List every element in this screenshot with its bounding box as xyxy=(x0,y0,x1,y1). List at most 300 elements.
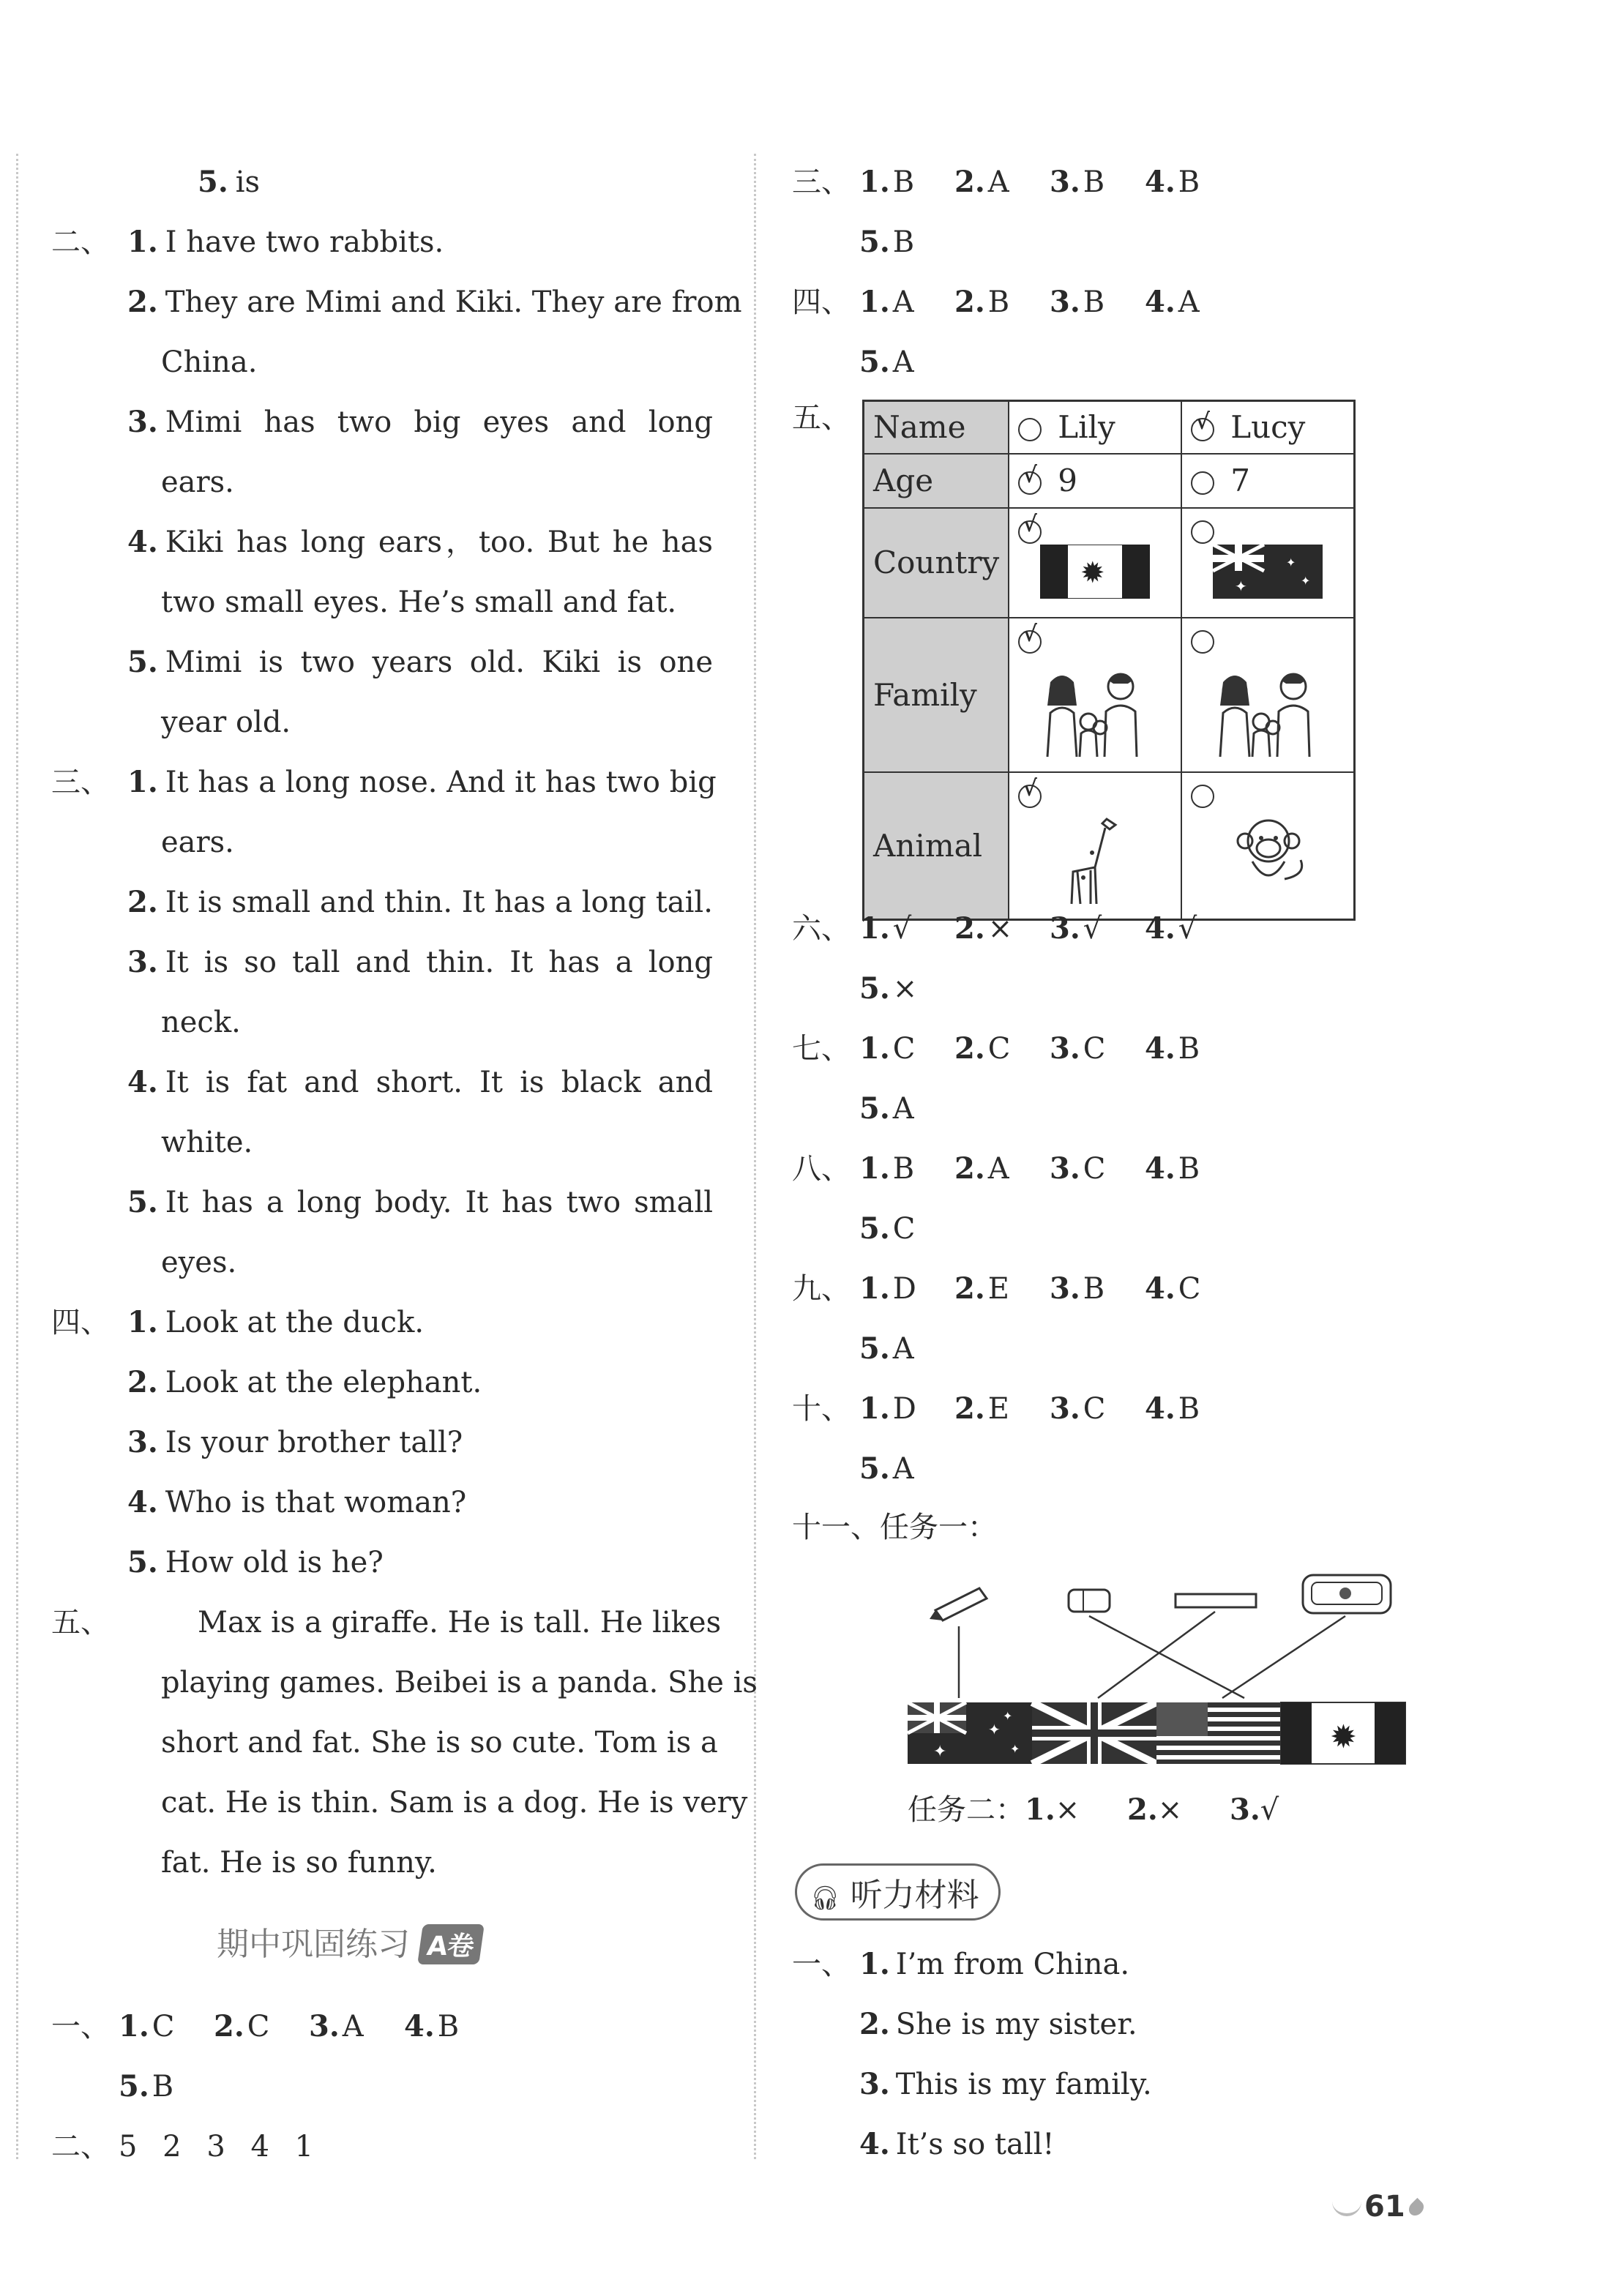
answer-text: Kiki has long ears，too. But he has xyxy=(165,526,713,559)
answer-line xyxy=(792,1019,1524,1079)
table-row xyxy=(864,618,1355,772)
item-answer: √ xyxy=(1260,1793,1279,1827)
item-answer: B xyxy=(1083,165,1105,199)
table-cell xyxy=(1181,454,1355,508)
row-header: Family xyxy=(864,618,1009,772)
item-answer: C xyxy=(892,1032,916,1066)
answer-item xyxy=(859,1319,954,1379)
answer-line xyxy=(51,1233,714,1293)
item-number: 1. xyxy=(859,1391,890,1426)
answer-line xyxy=(51,692,714,752)
answer-text: How old is he? xyxy=(165,1546,384,1579)
item-answer: × xyxy=(1157,1793,1183,1827)
answer-text: I have two rabbits. xyxy=(165,225,444,259)
option-circle: √ xyxy=(1018,471,1042,495)
answer-line xyxy=(792,1199,1524,1259)
swoosh-icon xyxy=(1332,2193,1361,2216)
item-number: 2. xyxy=(127,285,158,319)
family-picture xyxy=(1191,654,1345,764)
item-number: 1. xyxy=(859,911,890,946)
svg-text:✦: ✦ xyxy=(1003,1709,1013,1723)
table-cell xyxy=(1009,508,1181,618)
item-number: 3. xyxy=(1050,165,1080,199)
item-number: 4. xyxy=(127,1065,158,1099)
answer-line xyxy=(51,1293,714,1353)
answer-line xyxy=(792,1379,1524,1439)
section-mark: 八、 xyxy=(792,1152,851,1186)
svg-text:✦: ✦ xyxy=(1301,573,1311,588)
item-number: 1. xyxy=(859,285,890,319)
answer-text: Who is that woman? xyxy=(165,1486,467,1519)
item-number: 2. xyxy=(214,2009,244,2043)
item-number: 4. xyxy=(1145,165,1175,199)
left-bottom-answers xyxy=(51,1997,714,2177)
item-number: 4. xyxy=(1145,285,1175,319)
section-mark: 二、 xyxy=(51,2130,110,2164)
answer-item xyxy=(1050,1019,1145,1079)
svg-text:✹: ✹ xyxy=(1080,556,1105,590)
svg-text:✦: ✦ xyxy=(1286,555,1296,569)
item-number: 4. xyxy=(1145,1391,1175,1426)
answer-line xyxy=(792,1439,1524,1499)
item-number: 1. xyxy=(859,1271,890,1306)
item-number: 3. xyxy=(1050,911,1080,946)
item-number: 5. xyxy=(127,645,158,679)
item-number: 4. xyxy=(859,2127,890,2161)
answer-item xyxy=(1145,1379,1240,1439)
answer-line xyxy=(51,1473,714,1533)
answer-item xyxy=(954,1379,1050,1439)
leaf-icon xyxy=(1406,2198,1427,2218)
answer-line xyxy=(51,1833,714,1893)
answer-text: ears. xyxy=(161,465,234,499)
item-number: 3. xyxy=(1050,1151,1080,1186)
item-answer: B xyxy=(1178,165,1200,199)
item-number: 3. xyxy=(309,2009,340,2043)
item-answer: A xyxy=(892,345,914,379)
answer-line xyxy=(51,1052,714,1113)
answer-item xyxy=(309,1997,404,2057)
task2-item xyxy=(1230,1780,1332,1840)
right-top-answers xyxy=(792,152,1524,392)
item-answer: A xyxy=(892,1452,914,1486)
task2-item xyxy=(1127,1780,1230,1840)
answer-line xyxy=(51,992,714,1052)
answer-item xyxy=(859,1259,954,1319)
item-answer: C xyxy=(1083,1152,1106,1186)
answer-item xyxy=(1145,152,1240,212)
answer-text: It has a long body. It has two small xyxy=(165,1186,713,1219)
usa-flag xyxy=(1156,1702,1281,1764)
answer-text: eyes. xyxy=(161,1246,237,1279)
answer-text: short and fat. She is so cute. Tom is a xyxy=(161,1726,718,1760)
answer-item xyxy=(214,1997,309,2057)
option-circle: √ xyxy=(1018,785,1042,808)
item-number: 5. xyxy=(859,1331,890,1366)
pencil-icon xyxy=(930,1588,987,1620)
row-header: Name xyxy=(864,401,1009,454)
answer-text: China. xyxy=(161,345,258,379)
listening-line xyxy=(792,2114,1524,2175)
section-mark: 四、 xyxy=(51,1306,110,1339)
answer-text: It is so tall and thin. It has a long xyxy=(165,946,713,979)
table-cell xyxy=(1009,618,1181,772)
answer-line xyxy=(51,332,714,392)
item-answer: A xyxy=(1178,285,1200,319)
answer-line xyxy=(792,1319,1524,1379)
section-mark: 七、 xyxy=(792,1032,851,1066)
section-mark: 一、 xyxy=(51,2010,110,2043)
item-answer: E xyxy=(987,1272,1009,1306)
answer-text: playing games. Beibei is a panda. She is xyxy=(161,1666,758,1699)
item-number: 5. xyxy=(859,1211,890,1246)
item-answer: D xyxy=(892,1392,916,1426)
answer-item xyxy=(119,1997,214,2057)
answer-line xyxy=(792,212,1524,272)
answer-item xyxy=(954,1019,1050,1079)
item-number: 3. xyxy=(1050,1391,1080,1426)
answer-item xyxy=(119,2057,214,2117)
item-number: 1. xyxy=(859,1947,890,1981)
table-row xyxy=(864,454,1355,508)
item-answer: C xyxy=(987,1032,1011,1066)
item-answer: B xyxy=(892,1152,915,1186)
section-mark: 六、 xyxy=(792,912,851,946)
item-answer: A xyxy=(342,2010,364,2043)
item-number: 3. xyxy=(1050,1271,1080,1306)
right-answers-after-table xyxy=(792,899,1524,1499)
answer-line xyxy=(51,212,714,272)
answer-text: It’s so tall! xyxy=(895,2128,1055,2161)
item-number: 1. xyxy=(127,1305,158,1339)
answer-line xyxy=(51,1533,714,1593)
item-number: 4. xyxy=(1145,1271,1175,1306)
answer-line xyxy=(51,1353,714,1413)
table-row xyxy=(864,508,1355,618)
item-answer: × xyxy=(892,972,918,1006)
matching-diagram xyxy=(900,1566,1413,1786)
item-answer: C xyxy=(1178,1272,1201,1306)
item-number: 4. xyxy=(127,1485,158,1519)
answer-item xyxy=(1050,152,1145,212)
left-column xyxy=(51,152,758,1893)
item-number: 5. xyxy=(127,1545,158,1579)
svg-text:✦: ✦ xyxy=(1235,577,1247,595)
section-title: 期中巩固练习 A卷 xyxy=(217,1918,482,1964)
answer-text: year old. xyxy=(161,706,291,739)
answer-line xyxy=(51,452,714,512)
task1-heading: 十一、任务一： xyxy=(792,1511,997,1544)
item-number: 5. xyxy=(198,165,228,199)
listening-title: 🎧︎ 听力材料 xyxy=(795,1863,1001,1921)
answer-item xyxy=(859,212,954,272)
section-badge: A卷 xyxy=(417,1924,485,1964)
item-answer: A xyxy=(987,165,1009,199)
item-number: 3. xyxy=(127,1425,158,1459)
item-number: 2. xyxy=(1127,1792,1158,1827)
answer-text: It has a long nose. And it has two big xyxy=(165,766,717,799)
svg-text:✦: ✦ xyxy=(1010,1742,1020,1756)
answer-line xyxy=(792,152,1524,212)
item-answer: B xyxy=(1178,1032,1200,1066)
answer-text: neck. xyxy=(161,1006,241,1039)
answer-item xyxy=(1145,899,1240,959)
item-answer: B xyxy=(437,2010,460,2043)
item-answer: × xyxy=(987,912,1013,946)
item-answer: √ xyxy=(892,912,912,946)
listening-line xyxy=(792,2054,1524,2114)
answer-item xyxy=(404,1997,499,2057)
answer-line xyxy=(792,959,1524,1019)
answer-text: fat. He is so funny. xyxy=(161,1846,437,1880)
item-number: 2. xyxy=(954,1391,985,1426)
table-cell xyxy=(1009,401,1181,454)
item-number: 3. xyxy=(127,405,158,439)
item-number: 3. xyxy=(1050,285,1080,319)
table-cell xyxy=(1181,618,1355,772)
item-number: 5. xyxy=(859,225,890,259)
answer-item xyxy=(954,1139,1050,1199)
answer-line xyxy=(51,1773,748,1833)
option-circle xyxy=(1191,630,1214,654)
answer-text: Look at the duck. xyxy=(165,1306,425,1339)
answer-item xyxy=(1050,899,1145,959)
item-number: 2. xyxy=(954,1151,985,1186)
australia-flag xyxy=(1213,545,1323,599)
australia-flag xyxy=(908,1702,1032,1764)
item-answer: √ xyxy=(1178,912,1197,946)
left-margin-guide xyxy=(16,154,18,2159)
answer-line xyxy=(51,1113,714,1173)
table-cell xyxy=(1181,772,1355,920)
answer-item xyxy=(859,1379,954,1439)
item-number: 1. xyxy=(127,225,158,259)
answer-text: is xyxy=(235,165,261,199)
answer-item xyxy=(1050,1379,1145,1439)
svg-text:✦: ✦ xyxy=(933,1743,947,1761)
answer-item xyxy=(954,899,1050,959)
answer-item xyxy=(1145,1259,1240,1319)
answer-text: Mimi is two years old. Kiki is one xyxy=(165,646,713,679)
answer-text: I’m from China. xyxy=(895,1948,1130,1981)
item-number: 1. xyxy=(127,765,158,799)
svg-text:✦: ✦ xyxy=(988,1721,1001,1738)
answer-line xyxy=(51,1653,758,1713)
answer-line xyxy=(51,1173,714,1233)
answer-line xyxy=(51,392,714,452)
table-cell xyxy=(1009,772,1181,920)
table-row xyxy=(864,772,1355,920)
match-line xyxy=(1222,1616,1345,1698)
answer-text: Look at the elephant. xyxy=(165,1366,482,1399)
answer-text: Mimi has two big eyes and long xyxy=(165,405,713,439)
answer-line xyxy=(51,932,714,992)
ruler-icon xyxy=(1175,1594,1256,1607)
item-number: 4. xyxy=(1145,1031,1175,1066)
item-answer: A xyxy=(892,1092,914,1126)
item-number: 4. xyxy=(127,525,158,559)
answer-line xyxy=(51,1593,722,1653)
answer-item xyxy=(859,1019,954,1079)
canada-flag xyxy=(1281,1702,1405,1764)
item-number: 2. xyxy=(954,911,985,946)
table-cell xyxy=(1181,508,1355,618)
answer-line xyxy=(51,632,714,692)
section-mark: 三、 xyxy=(792,165,851,199)
item-number: 2. xyxy=(954,1031,985,1066)
answer-line xyxy=(51,2117,714,2177)
item-answer: C xyxy=(247,2010,270,2043)
item-answer: A xyxy=(987,1152,1009,1186)
answer-item xyxy=(859,1079,954,1139)
center-divider-guide xyxy=(754,154,756,2159)
answer-item xyxy=(859,899,954,959)
match-line xyxy=(1089,1616,1244,1698)
item-number: 4. xyxy=(1145,911,1175,946)
answer-item xyxy=(859,332,954,392)
answer-line xyxy=(792,899,1524,959)
family-picture xyxy=(1018,654,1172,764)
item-number: 1. xyxy=(119,2009,149,2043)
item-answer: A xyxy=(892,285,914,319)
table-cell xyxy=(1181,401,1355,454)
listening-lines xyxy=(792,1934,1524,2175)
answer-text: They are Mimi and Kiki. They are from xyxy=(165,285,742,319)
answer-line xyxy=(792,272,1524,332)
item-number: 3. xyxy=(127,945,158,979)
answer-line xyxy=(792,332,1524,392)
item-answer: B xyxy=(1178,1392,1200,1426)
section-mark: 五、 xyxy=(51,1606,110,1639)
cell-value: Lily xyxy=(1058,409,1115,446)
item-number: 5. xyxy=(127,1185,158,1219)
option-circle xyxy=(1191,520,1214,544)
option-circle: √ xyxy=(1191,418,1214,441)
item-number: 5. xyxy=(859,1451,890,1486)
item-number: 4. xyxy=(404,2009,435,2043)
item-number: 3. xyxy=(1230,1792,1260,1827)
task2-line: 任务二：1.× 2.× 3.√ xyxy=(908,1780,1332,1840)
answer-item xyxy=(1145,1139,1240,1199)
option-circle xyxy=(1191,471,1214,495)
canada-flag xyxy=(1040,545,1150,599)
item-answer: C xyxy=(1083,1392,1106,1426)
answer-text: Max is a giraffe. He is tall. He likes xyxy=(198,1606,722,1639)
section-mark: 四、 xyxy=(792,285,851,319)
item-number: 1. xyxy=(859,1151,890,1186)
item-answer: C xyxy=(152,2010,175,2043)
giraffe-picture xyxy=(1051,809,1139,911)
answer-text: 5 2 3 4 1 xyxy=(119,2130,314,2164)
match-line xyxy=(1098,1612,1215,1698)
item-number: 2. xyxy=(127,885,158,919)
item-answer: C xyxy=(1083,1032,1106,1066)
answer-item xyxy=(1050,272,1145,332)
answer-line xyxy=(51,2057,714,2117)
item-number: 2. xyxy=(954,285,985,319)
answer-line xyxy=(51,752,717,812)
answer-text: It is fat and short. It is black and xyxy=(165,1066,713,1099)
item-number: 3. xyxy=(1050,1031,1080,1066)
answer-text: ears. xyxy=(161,826,234,859)
row-header: Country xyxy=(864,508,1009,618)
item-answer: B xyxy=(1083,285,1105,319)
answer-item xyxy=(954,1259,1050,1319)
section-mark: 一、 xyxy=(792,1948,851,1981)
item-number: 5. xyxy=(119,2069,149,2104)
item-answer: × xyxy=(1055,1793,1080,1827)
answer-text: cat. He is thin. Sam is a dog. He is very xyxy=(161,1786,748,1820)
answer-line xyxy=(51,152,714,212)
item-number: 5. xyxy=(859,345,890,379)
eraser-icon xyxy=(1069,1590,1110,1612)
table-cell xyxy=(1009,454,1181,508)
cell-value: 7 xyxy=(1230,463,1250,498)
item-answer: √ xyxy=(1083,912,1102,946)
cell-value: Lucy xyxy=(1230,409,1306,446)
answer-text: Is your brother tall? xyxy=(165,1426,463,1459)
answer-item xyxy=(859,1199,954,1259)
answer-text: She is my sister. xyxy=(895,2008,1137,2041)
answer-line xyxy=(792,1079,1524,1139)
info-table xyxy=(862,400,1356,921)
item-number: 5. xyxy=(859,1091,890,1126)
task2-item xyxy=(1025,1780,1127,1840)
answer-text: white. xyxy=(161,1126,253,1159)
answer-text: It is small and thin. It has a long tail. xyxy=(165,886,713,919)
answer-line xyxy=(792,1139,1524,1199)
item-answer: B xyxy=(892,165,915,199)
answer-item xyxy=(859,1439,954,1499)
answer-line xyxy=(51,572,714,632)
answer-item xyxy=(1145,1019,1240,1079)
listening-line xyxy=(792,1934,1524,1994)
answer-item xyxy=(954,152,1050,212)
option-circle: √ xyxy=(1018,520,1042,544)
option-circle: √ xyxy=(1018,630,1042,654)
item-number: 3. xyxy=(859,2067,890,2101)
answer-item xyxy=(859,1139,954,1199)
item-number: 2. xyxy=(127,1365,158,1399)
item-number: 2. xyxy=(859,2007,890,2041)
answer-item xyxy=(1050,1139,1145,1199)
answer-item xyxy=(1145,272,1240,332)
table-section-mark: 五、 xyxy=(792,401,851,435)
item-answer: B xyxy=(987,285,1010,319)
item-answer: B xyxy=(892,225,915,259)
uk-flag xyxy=(1032,1702,1156,1764)
answer-text: two small eyes. He’s small and fat. xyxy=(161,586,677,619)
item-answer: B xyxy=(1178,1152,1200,1186)
item-number: 2. xyxy=(954,165,985,199)
answer-item xyxy=(954,272,1050,332)
headphone-icon: 🎧︎ xyxy=(810,1884,840,1912)
item-number: 1. xyxy=(859,165,890,199)
item-answer: E xyxy=(987,1392,1009,1426)
item-answer: B xyxy=(152,2070,174,2104)
monkey-picture xyxy=(1220,809,1315,897)
section-mark: 十、 xyxy=(792,1392,851,1426)
item-answer: B xyxy=(1083,1272,1105,1306)
answer-item xyxy=(859,272,954,332)
section-mark: 九、 xyxy=(792,1272,851,1306)
answer-line xyxy=(51,1713,718,1773)
answer-line xyxy=(51,512,714,572)
item-number: 1. xyxy=(859,1031,890,1066)
svg-text:✹: ✹ xyxy=(1330,1719,1357,1756)
item-answer: A xyxy=(892,1332,914,1366)
page-number: 61 xyxy=(1332,2190,1423,2224)
